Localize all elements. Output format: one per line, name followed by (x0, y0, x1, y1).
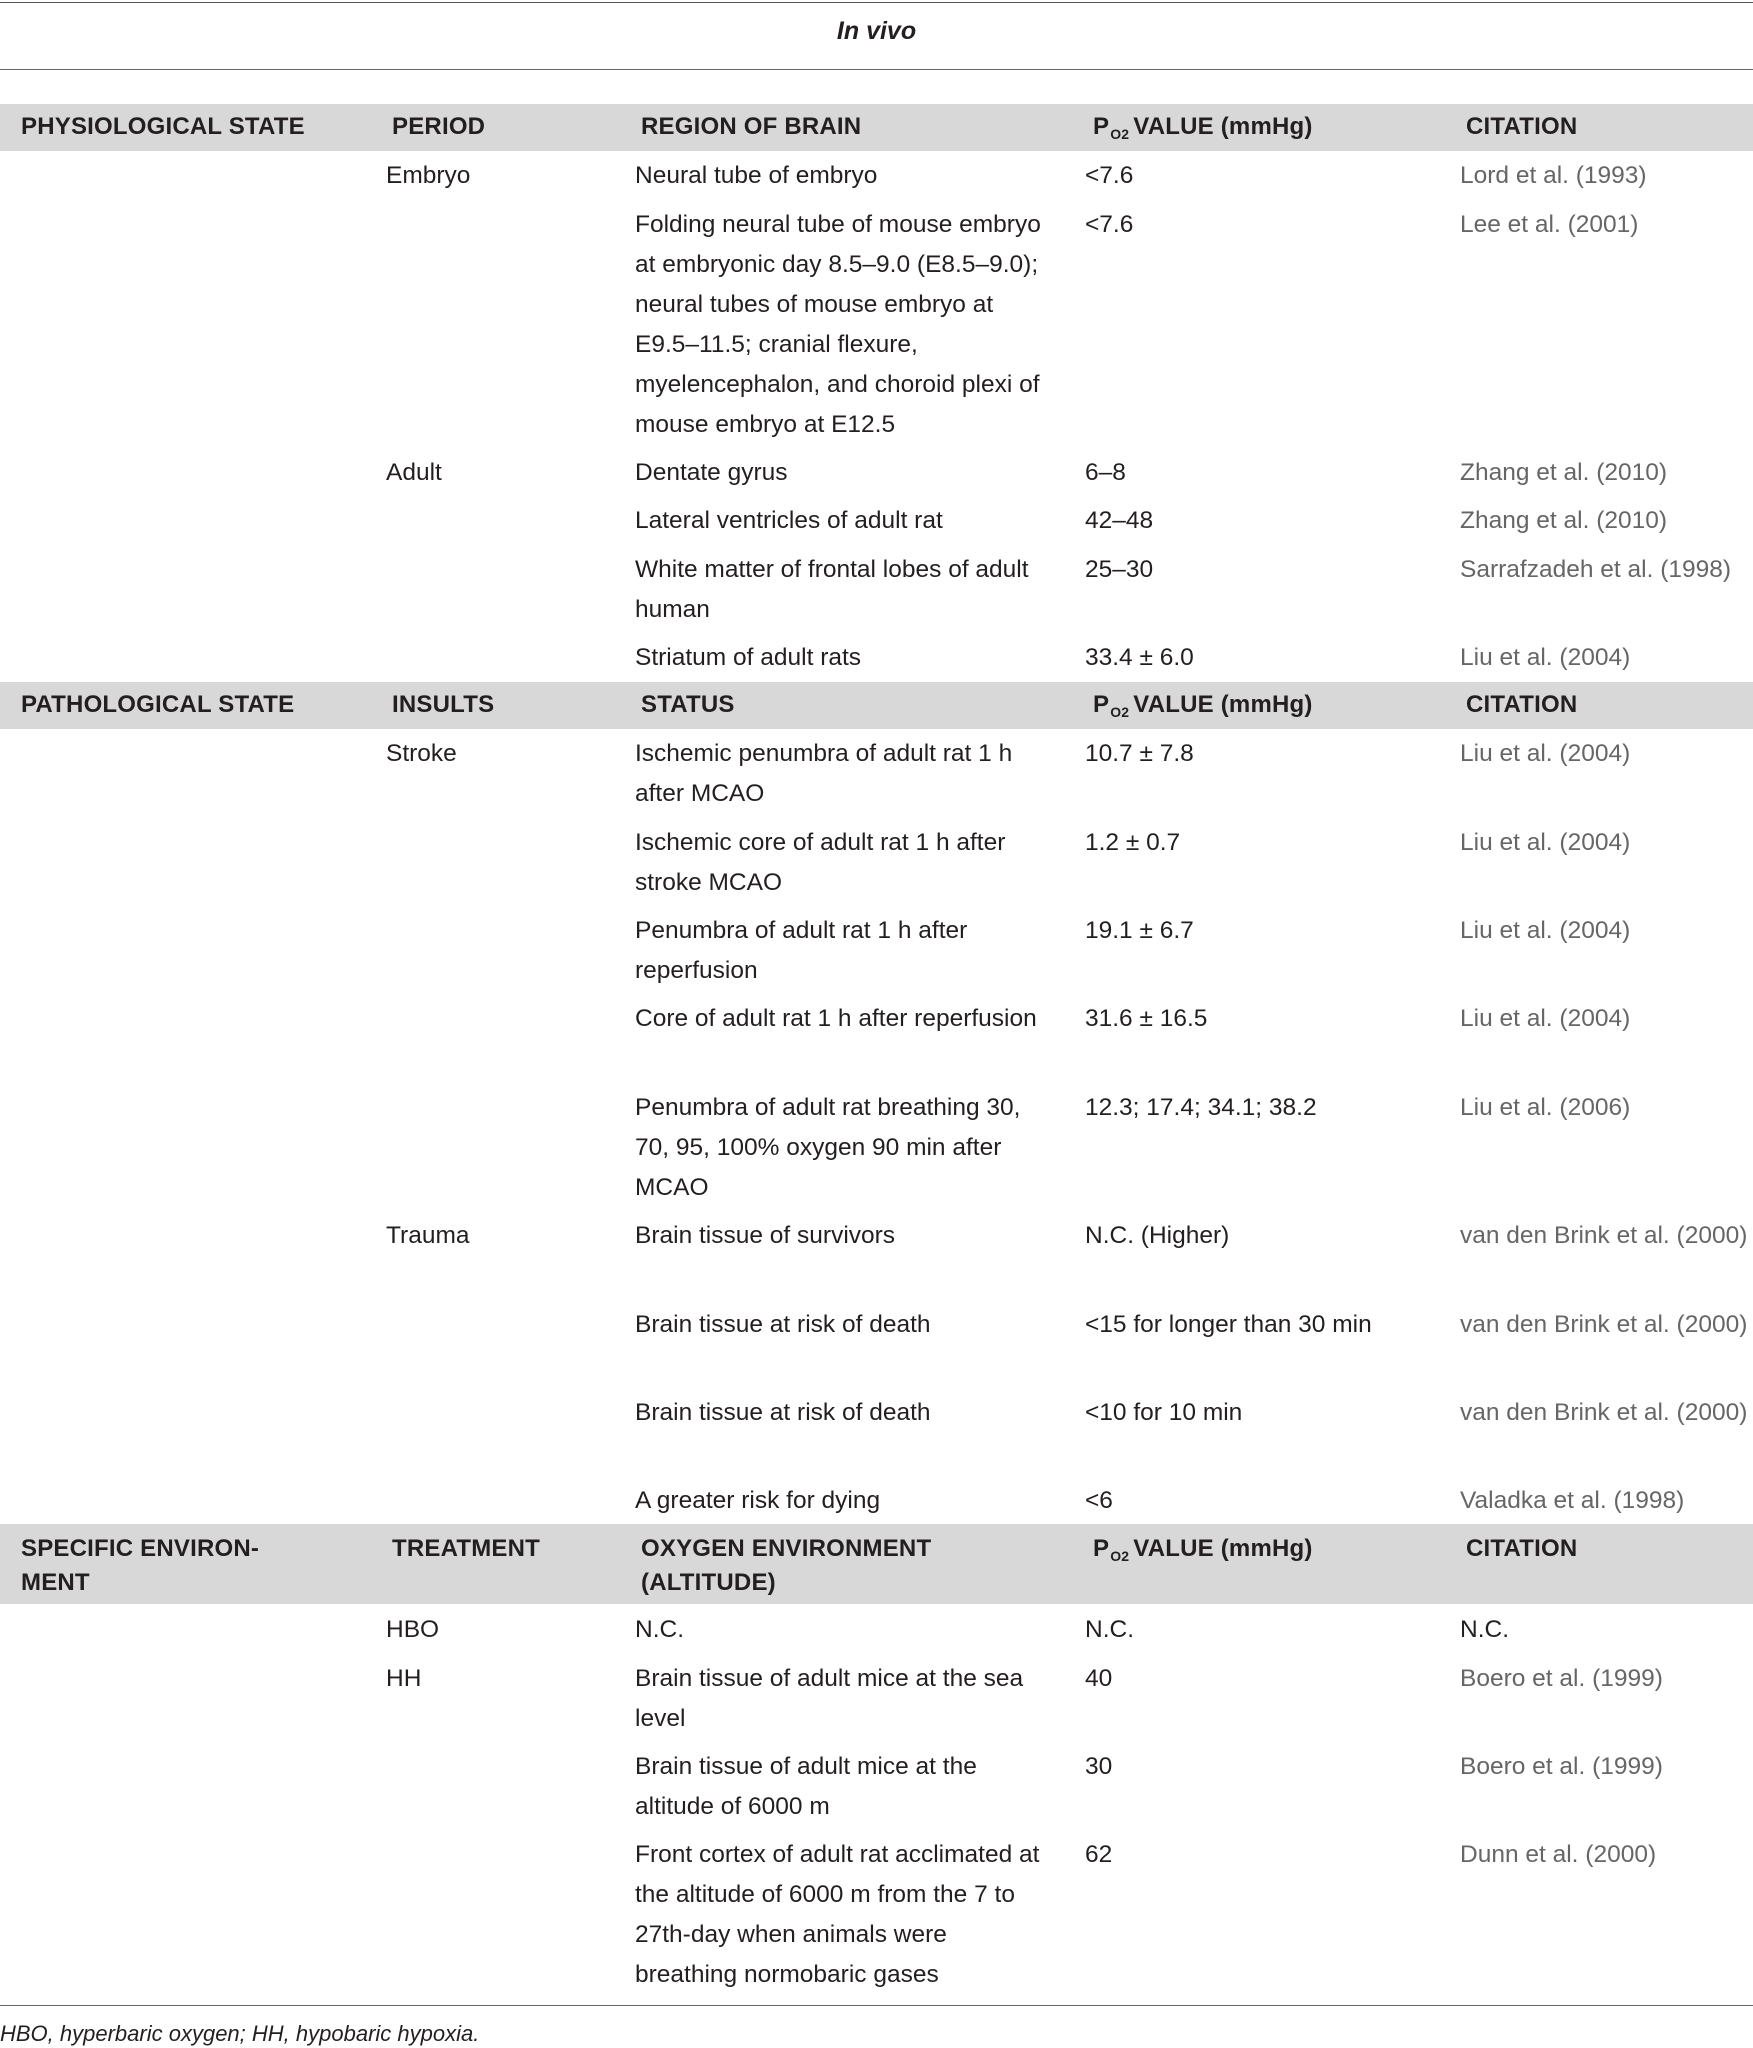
row-description: Brain tissue at risk of death (635, 1311, 931, 1338)
description-header: REGION OF BRAIN (641, 113, 862, 140)
row-description: Lateral ventricles of adult rat (635, 507, 943, 534)
group-header: INSULTS (392, 691, 495, 718)
row-citation: Liu et al. (2004) (1460, 917, 1631, 944)
po2-subscript: O2 (1110, 1548, 1130, 1564)
po2-rest: VALUE (mmHg) (1133, 1535, 1313, 1562)
row-value: 40 (1085, 1665, 1113, 1692)
row-value: 62 (1085, 1841, 1113, 1868)
row-value: <6 (1085, 1487, 1113, 1514)
po2-value-header (1093, 1532, 1313, 1573)
group-label: HH (386, 1665, 422, 1692)
row-description: A greater risk for dying (635, 1487, 881, 1514)
po2-value-header (1093, 110, 1313, 151)
top-rule (0, 2, 1753, 3)
row-description: Dentate gyrus (635, 459, 788, 486)
row-citation: van den Brink et al. (2000) (1460, 1222, 1748, 1249)
row-citation: Liu et al. (2004) (1460, 1005, 1631, 1032)
table-title: In vivo (836, 17, 917, 45)
row-description: N.C. (635, 1616, 684, 1643)
row-citation: Liu et al. (2004) (1460, 829, 1631, 856)
group-label: Stroke (386, 740, 457, 767)
title-rule (0, 69, 1753, 70)
row-description: Core of adult rat 1 h after reperfusion (635, 1005, 1037, 1032)
row-description: Folding neural tube of mouse embryo at embryonic day 8.5–9.0 (E8.5–9.0); neural tubes of mouse embryo at E9.5–11.5; cranial flexure, myelencephalon, and choroid plexi of mouse embryo at E12.5 (635, 211, 1041, 438)
section-header-pathological (0, 682, 1753, 729)
row-value: 19.1 ± 6.7 (1085, 917, 1194, 944)
row-description: Brain tissue of survivors (635, 1222, 896, 1249)
citation-header: CITATION (1466, 691, 1578, 718)
row-value: 33.4 ± 6.0 (1085, 644, 1194, 671)
row-value: 31.6 ± 16.5 (1085, 1005, 1208, 1032)
po2-subscript: O2 (1110, 704, 1130, 720)
citation-header: CITATION (1466, 1535, 1578, 1562)
group-header: PERIOD (392, 113, 486, 140)
row-citation: Valadka et al. (1998) (1460, 1487, 1685, 1514)
row-value: 6–8 (1085, 459, 1126, 486)
row-value: 42–48 (1085, 507, 1154, 534)
row-description: Front cortex of adult rat acclimated at the altitude of 6000 m from the 7 to 27th-day when animals were breathing normobaric gases (635, 1841, 1040, 1988)
row-citation: Boero et al. (1999) (1460, 1753, 1663, 1780)
row-description: Penumbra of adult rat 1 h after reperfusion (635, 917, 968, 984)
row-citation: van den Brink et al. (2000) (1460, 1311, 1748, 1338)
row-citation: Zhang et al. (2010) (1460, 507, 1668, 534)
row-citation: Lee et al. (2001) (1460, 211, 1639, 238)
row-value: 10.7 ± 7.8 (1085, 740, 1194, 767)
row-value: <10 for 10 min (1085, 1399, 1243, 1426)
row-description: Ischemic penumbra of adult rat 1 h after MCAO (635, 740, 1013, 807)
row-citation: Liu et al. (2006) (1460, 1094, 1631, 1121)
group-label: HBO (386, 1616, 440, 1643)
row-citation: Boero et al. (1999) (1460, 1665, 1663, 1692)
row-citation: Dunn et al. (2000) (1460, 1841, 1657, 1868)
row-citation: Liu et al. (2004) (1460, 644, 1631, 671)
row-description: Brain tissue of adult mice at the altitude of 6000 m (635, 1753, 977, 1820)
section-header-environment (0, 1524, 1753, 1604)
po2-p: P (1093, 691, 1110, 718)
row-value: 30 (1085, 1753, 1113, 1780)
po2-p: P (1093, 1535, 1110, 1562)
description-header: OXYGEN ENVIRONMENT (ALTITUDE) (641, 1535, 932, 1596)
row-value: 25–30 (1085, 556, 1154, 583)
state-label: PHYSIOLOGICAL STATE (21, 113, 305, 140)
row-description: Brain tissue at risk of death (635, 1399, 931, 1426)
po2-rest: VALUE (mmHg) (1133, 113, 1313, 140)
group-label: Embryo (386, 162, 471, 189)
row-value: <7.6 (1085, 162, 1134, 189)
po2-rest: VALUE (mmHg) (1133, 691, 1313, 718)
section-header-physiological (0, 104, 1753, 151)
row-value: 1.2 ± 0.7 (1085, 829, 1181, 856)
po2-p: P (1093, 113, 1110, 140)
row-value: 12.3; 17.4; 34.1; 38.2 (1085, 1094, 1317, 1121)
row-description: Ischemic core of adult rat 1 h after stroke MCAO (635, 829, 1006, 896)
row-citation: van den Brink et al. (2000) (1460, 1399, 1748, 1426)
row-citation: Liu et al. (2004) (1460, 740, 1631, 767)
state-label: PATHOLOGICAL STATE (21, 691, 295, 718)
group-label: Adult (386, 459, 442, 486)
row-citation: N.C. (1460, 1616, 1509, 1643)
row-value: <7.6 (1085, 211, 1134, 238)
row-description: White matter of frontal lobes of adult human (635, 556, 1029, 623)
po2-value-header (1093, 688, 1313, 729)
row-description: Brain tissue of adult mice at the sea level (635, 1665, 1024, 1732)
row-value: <15 for longer than 30 min (1085, 1311, 1372, 1338)
row-citation: Lord et al. (1993) (1460, 162, 1647, 189)
group-header: TREATMENT (392, 1535, 541, 1562)
po2-subscript: O2 (1110, 126, 1130, 142)
citation-header: CITATION (1466, 113, 1578, 140)
row-description: Penumbra of adult rat breathing 30, 70, 95, 100% oxygen 90 min after MCAO (635, 1094, 1021, 1201)
state-label: SPECIFIC ENVIRON- MENT (21, 1535, 260, 1596)
row-value: N.C. (1085, 1616, 1134, 1643)
row-description: Neural tube of embryo (635, 162, 878, 189)
bottom-rule (0, 2005, 1753, 2006)
row-citation: Sarrafzadeh et al. (1998) (1460, 556, 1732, 583)
footnote: HBO, hyperbaric oxygen; HH, hypobaric hypoxia. (0, 2021, 480, 2046)
row-description: Striatum of adult rats (635, 644, 862, 671)
description-header: STATUS (641, 691, 735, 718)
row-value: N.C. (Higher) (1085, 1222, 1230, 1249)
row-citation: Zhang et al. (2010) (1460, 459, 1668, 486)
group-label: Trauma (386, 1222, 470, 1249)
